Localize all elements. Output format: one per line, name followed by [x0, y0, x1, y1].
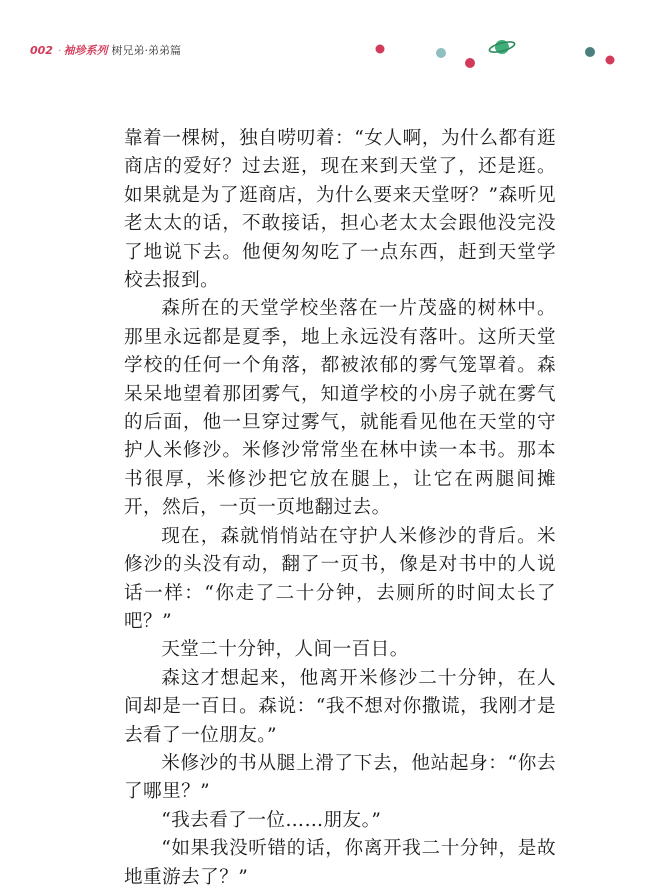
page-number: 002 — [30, 43, 53, 57]
decorative-dots — [360, 30, 630, 80]
paragraph: 森所在的天堂学校坐落在一片茂盛的树林中。那里永远都是夏季，地上永远没有落叶。这所天堂学校的任何一个角落，都被浓郁的雾气笼罩着。森呆呆地望着那团雾气，知道学校的小房子就在雾气的后面，他一旦穿过雾气，就能看见他在天堂的守护人米修沙。米修沙常常坐在林中读一本书。那本书很厚，米修沙把它放在腿上，让它在两腿间摊开，然后，一页一页地翻过去。 — [124, 298, 556, 519]
body-text — [124, 125, 556, 892]
planet-icon — [488, 40, 515, 54]
header-separator: · — [57, 43, 62, 57]
pink-dot-1 — [376, 45, 385, 54]
pink-dot-2 — [465, 58, 475, 68]
paragraph: “我去看了一位……朋友。” — [161, 809, 382, 831]
paragraph: 天堂二十分钟，人间一百日。 — [161, 639, 409, 661]
pink-dot-3 — [606, 56, 615, 65]
paragraph-continued: 靠着一棵树，独自唠叨着：“女人啊，为什么都有逛商店的爱好？过去逛，现在来到天堂了，还是逛。如果就是为了逛商店，为什么要来天堂呀？”森听见老太太的话，不敢接话，担心老太太会跟他没完没了地说下去。他便匆匆吃了一点东西，赶到天堂学校去报到。 — [124, 128, 556, 292]
book-title: 树兄弟·弟弟篇 — [111, 44, 181, 57]
paragraph: 现在，森就悄悄站在守护人米修沙的背后。米修沙的头没有动，翻了一页书，像是对书中的人说话一样：“你走了二十分钟，去厕所的时间太长了吧？” — [124, 525, 556, 632]
paragraph: “如果我没听错的话，你离开我二十分钟，是故地重游去了？” — [124, 838, 556, 888]
paragraph: 米修沙的书从腿上滑了下去，他站起身：“你去了哪里？” — [124, 752, 556, 803]
running-header — [30, 42, 181, 58]
paragraph: 森这才想起来，他离开米修沙二十分钟，在人间却是一百日。森说：“我不想对你撒谎，我刚才是去看了一位朋友。” — [124, 667, 556, 746]
teal-dot-1 — [436, 48, 446, 58]
dark-teal-dot — [585, 47, 595, 57]
series-name: 袖珍系列 — [63, 44, 108, 57]
